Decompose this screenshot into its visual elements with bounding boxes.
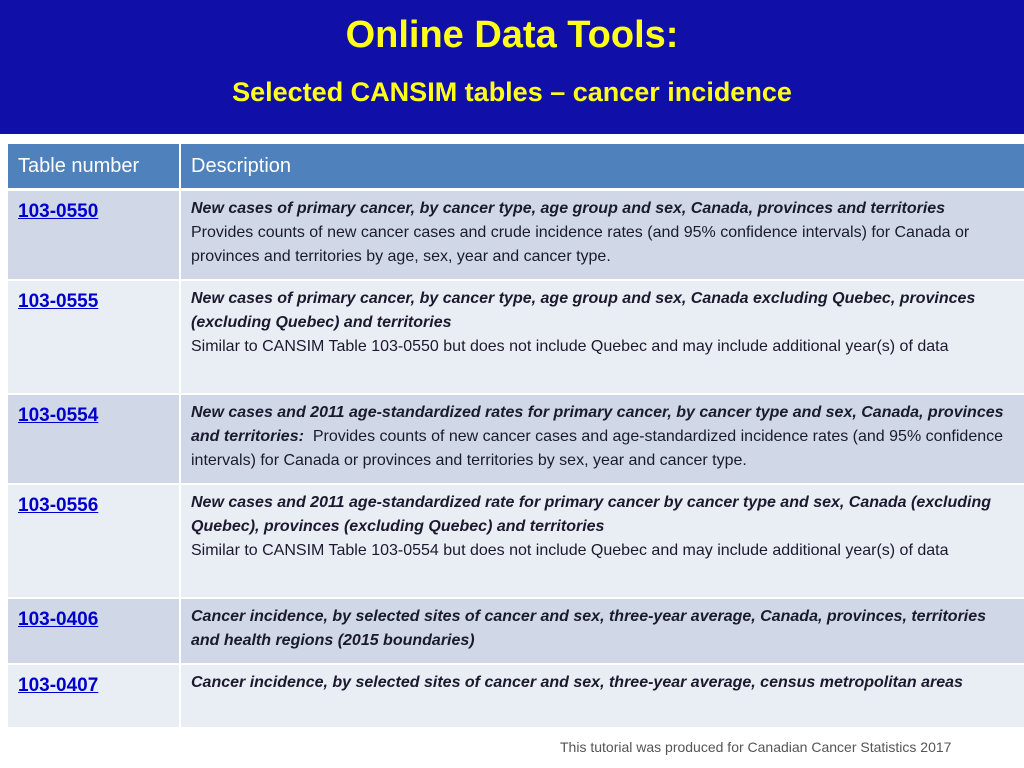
description-text: Similar to CANSIM Table 103-0550 but does not include Quebec and may include additional year(s) of data xyxy=(191,338,949,355)
table-row xyxy=(8,664,1024,728)
column-header-table-number: Table number xyxy=(8,144,180,190)
table-number-cell xyxy=(8,280,180,394)
description-cell xyxy=(180,190,1024,281)
description-title: New cases of primary cancer, by cancer type, age group and sex, Canada, provinces and territories xyxy=(191,200,946,217)
slide-subtitle: Selected CANSIM tables – cancer incidence xyxy=(232,77,792,107)
table-number-link[interactable]: 103-0407 xyxy=(18,675,99,696)
slide-title: Online Data Tools: xyxy=(345,14,679,56)
table-number-cell xyxy=(8,664,180,728)
table-number-cell xyxy=(8,394,180,484)
table-number-link[interactable]: 103-0550 xyxy=(18,201,99,222)
table-row xyxy=(8,394,1024,484)
table-number-link[interactable]: 103-0406 xyxy=(18,609,99,630)
table-number-link[interactable]: 103-0554 xyxy=(18,405,99,426)
table-row xyxy=(8,190,1024,281)
description-title: New cases and 2011 age-standardized rate for primary cancer by cancer type and sex, Canada (excluding Quebec), provinces (excluding Quebec) and territories xyxy=(191,494,992,535)
table-number-cell xyxy=(8,484,180,598)
slide-header xyxy=(0,0,1024,134)
description-title: Cancer incidence, by selected sites of cancer and sex, three-year average, census metropolitan areas xyxy=(191,674,963,691)
table-number-cell xyxy=(8,190,180,281)
table-row xyxy=(8,598,1024,664)
description-title: New cases and 2011 age-standardized rates for primary cancer, by cancer type and sex, Canada, provinces and territories: xyxy=(191,404,1004,445)
table-number-cell xyxy=(8,598,180,664)
footer-credit: This tutorial was produced for Canadian Cancer Statistics 2017 xyxy=(560,739,952,755)
description-cell xyxy=(180,598,1024,664)
description-title: New cases of primary cancer, by cancer type, age group and sex, Canada excluding Quebec, provinces (excluding Quebec) and territories xyxy=(191,290,976,331)
table-number-link[interactable]: 103-0556 xyxy=(18,495,99,516)
description-cell xyxy=(180,280,1024,394)
description-cell xyxy=(180,394,1024,484)
table-header-row xyxy=(8,144,1024,190)
table-number-link[interactable]: 103-0555 xyxy=(18,291,99,312)
table-row xyxy=(8,484,1024,598)
table-row xyxy=(8,280,1024,394)
description-cell xyxy=(180,664,1024,728)
description-text: Provides counts of new cancer cases and age-standardized incidence rates (and 95% confidence intervals) for Canada or provinces and territories by sex, year and cancer type. xyxy=(191,428,1004,469)
cansim-table xyxy=(8,144,1024,729)
description-title: Cancer incidence, by selected sites of cancer and sex, three-year average, Canada, provinces, territories and health regions (2015 boundaries) xyxy=(191,608,987,649)
description-cell xyxy=(180,484,1024,598)
description-text: Similar to CANSIM Table 103-0554 but does not include Quebec and may include additional year(s) of data xyxy=(191,542,949,559)
description-text: Provides counts of new cancer cases and crude incidence rates (and 95% confidence intervals) for Canada or provinces and territories by age, sex, year and cancer type. xyxy=(191,224,970,265)
column-header-description: Description xyxy=(180,144,1024,190)
